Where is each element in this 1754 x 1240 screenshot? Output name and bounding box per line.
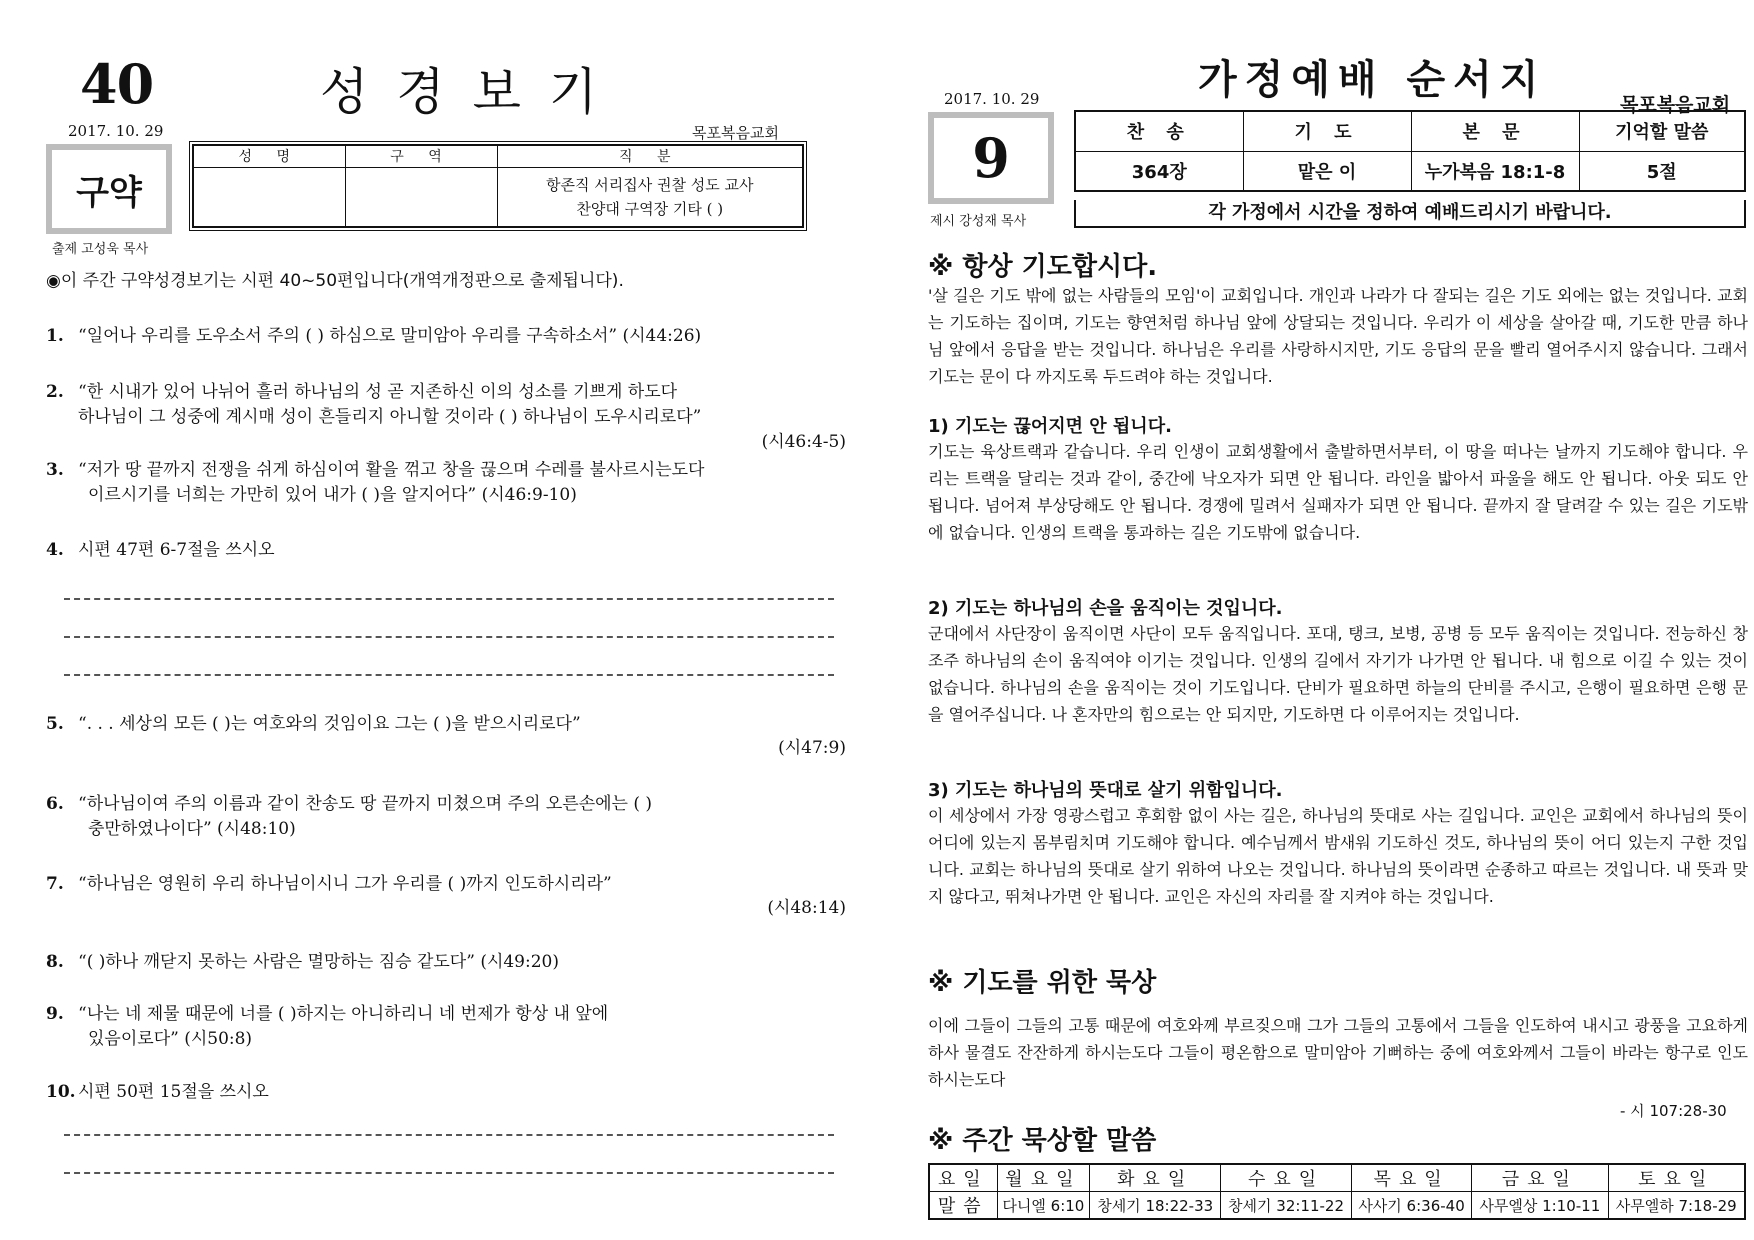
role-header: 직 분 <box>497 145 803 167</box>
point-title: 1) 기도는 끊어지면 안 됩니다. <box>928 416 1172 437</box>
question-9: 9. “나는 네 제물 때문에 너를 ( )하지는 아니하리니 네 번제가 항상 내 앞에 있음이로다” (시50:8) <box>46 1004 609 1049</box>
question-10: 10. 시편 50편 15절을 쓰시오 <box>46 1082 269 1102</box>
day-cell: 목요일 <box>1351 1164 1471 1192</box>
verse-cell: 다니엘 6:10 <box>997 1192 1090 1220</box>
memory-verse-header: 기억할 말씀 <box>1579 111 1745 151</box>
meditation-body: 이에 그들이 그들의 고통 때문에 여호와께 부르짖으매 그가 그들의 고통에서 그들을 인도하여 내시고 광풍을 고요하게 하사 물결도 잔잔하게 하시는도다 그들이 평온함으로 말미암아 기뻐하는 중에 여호와께서 그들이 바라는 항구로 인도하시는도다 <box>928 1016 1748 1089</box>
section-heading: ※ 주간 묵상할 말씀 <box>928 1126 1157 1156</box>
issue-badge: 9 <box>928 112 1054 204</box>
church-name: 목포복음교회 <box>692 124 779 142</box>
worship-order-table <box>1074 110 1746 192</box>
point-title: 2) 기도는 하나님의 손을 움직이는 것입니다. <box>928 598 1283 619</box>
page-title: 성경보기 <box>320 63 626 121</box>
section-body: '살 길은 기도 밖에 없는 사람들의 모임'이 교회입니다. 개인과 나라가 다 잘되는 길은 기도 외에는 없는 것입니다. 교회는 기도하는 집이며, 기도는 향연처럼 하나님 앞에 상달되는 것입니다. 우리가 이 세상을 살아갈 때, 기도한 만큼 하나님 앞에서 응답을 받는 것입니다. 하나님은 우리를 사랑하시지만, 기도 응답의 문을 빨리 열어주시지 않습니다. 그래서 기도는 문이 다 까지도록 두드려야 하는 것입니다. <box>928 286 1748 386</box>
day-cell: 토요일 <box>1608 1164 1745 1192</box>
verse-cell: 창세기 18:22-33 <box>1090 1192 1221 1220</box>
verse-label: 말씀 <box>929 1192 997 1220</box>
point-body: 이 세상에서 가장 영광스럽고 후회함 없이 사는 길은, 하나님의 뜻대로 사는 길입니다. 교인은 교회에서 하나님의 뜻이 어디에 있는지 몸부림치며 기도해야 합니다. 예수님께서 밤새워 기도하신 것도, 하나님의 뜻이 어디 있는지 구한 것입니다. 교회는 하나님의 뜻대로 살기 위하여 나오는 것입니다. 하나님의 뜻이라면 순종하고 따르는 것입니다. 내 뜻과 맞지 않다고, 뛰쳐나가면 안 됩니다. 교인은 자신의 자리를 잘 지켜야 하는 것입니다. <box>928 806 1748 906</box>
prayer-value: 맡은 이 <box>1243 151 1411 191</box>
question-4: 4. 시편 47편 6-7절을 쓰시오 <box>46 540 275 560</box>
answer-line[interactable] <box>64 1172 834 1174</box>
section-heading: ※ 기도를 위한 묵상 <box>928 968 1157 998</box>
name-header: 성 명 <box>193 145 345 167</box>
answer-line[interactable] <box>64 598 834 600</box>
district-field[interactable] <box>345 167 497 227</box>
worship-title: 가정예배 순서지 <box>1198 57 1547 103</box>
question-5: 5. “. . . 세상의 모든 ( )는 여호와의 것임이요 그는 ( )을 받으시리로다” (시47:9) <box>46 714 846 758</box>
day-cell: 월요일 <box>997 1164 1090 1192</box>
question-1: 1. “일어나 우리를 도우소서 주의 ( ) 하심으로 말미암아 우리를 구속하소서” (시44:26) <box>46 326 702 346</box>
day-cell: 수요일 <box>1221 1164 1352 1192</box>
role-options[interactable] <box>497 167 803 227</box>
question-6: 6. “하나님이여 주의 이름과 같이 찬송도 땅 끝까지 미쳤으며 주의 오른손에는 ( ) 충만하였나이다” (시48:10) <box>46 794 653 839</box>
day-label: 요일 <box>929 1164 997 1192</box>
question-7: 7. “하나님은 영원히 우리 하나님이시니 그가 우리를 ( )까지 인도하시리라” (시48:14) <box>46 874 846 918</box>
date: 2017. 10. 29 <box>944 90 1040 108</box>
author: 출제 고성욱 목사 <box>52 242 149 257</box>
prayer-header: 기 도 <box>1243 111 1411 151</box>
lesson-number: 40 <box>80 52 154 116</box>
role-options-line1: 항존직 서리집사 권찰 성도 교사 <box>546 175 754 194</box>
scripture-value: 누가복음 18:1-8 <box>1411 151 1579 191</box>
verse-cell: 창세기 32:11-22 <box>1221 1192 1352 1220</box>
day-cell: 금요일 <box>1472 1164 1608 1192</box>
point-title: 3) 기도는 하나님의 뜻대로 살기 위함입니다. <box>928 780 1283 801</box>
question-8: 8. “( )하나 깨닫지 못하는 사람은 멸망하는 짐승 같도다” (시49:20) <box>46 952 559 972</box>
author: 제시 강성재 목사 <box>930 214 1027 229</box>
scripture-reference: - 시 107:28-30 <box>1620 1102 1727 1120</box>
verse-cell: 사무엘하 7:18-29 <box>1608 1192 1745 1220</box>
verse-cell: 사사기 6:36-40 <box>1351 1192 1471 1220</box>
point-body: 군대에서 사단장이 움직이면 사단이 모두 움직입니다. 포대, 탱크, 보병, 공병 등 모두 움직이는 것입니다. 전능하신 창조주 하나님의 손이 움직여야 이기는 것입니다. 인생의 길에서 자기가 나가면 안 됩니다. 내 힘으로 이길 수 있는 것이 없습니다. 하나님의 손을 움직이는 것이 기도입니다. 단비가 필요하면 하늘의 단비를 주시고, 은행이 필요하면 은행 문을 열어주십니다. 나 혼자만의 힘으로는 안 되지만, 기도하면 다 이루어지는 것입니다. <box>928 624 1748 724</box>
church-name: 목포복음교회 <box>1620 94 1731 116</box>
answer-line[interactable] <box>64 636 834 638</box>
day-cell: 화요일 <box>1090 1164 1221 1192</box>
district-header: 구 역 <box>345 145 497 167</box>
intro-text: ◉이 주간 구약성경보기는 시편 40~50편입니다(개역개정판으로 출제됩니다). <box>46 271 624 291</box>
question-2: 2. “한 시내가 있어 나뉘어 흘러 하나님의 성 곧 지존하신 이의 성소를 기쁘게 하도다 하나님이 그 성중에 계시매 성이 흔들리지 아니할 것이라 ( ) 하나님이 도우시리로다” (시46:4-5) <box>46 382 846 452</box>
notice: 각 가정에서 시간을 정하여 예배드리시기 바랍니다. <box>1074 200 1746 228</box>
answer-line[interactable] <box>64 1134 834 1136</box>
question-3: 3. “저가 땅 끝까지 전쟁을 쉬게 하심이여 활을 꺾고 창을 끊으며 수레를 불사르시는도다 이르시기를 너희는 가만히 있어 내가 ( )을 알지어다” (시46:9-10) <box>46 460 705 505</box>
scripture-header: 본 문 <box>1411 111 1579 151</box>
hymn-value: 364장 <box>1075 151 1243 191</box>
date: 2017. 10. 29 <box>68 122 164 140</box>
point-body: 기도는 육상트랙과 같습니다. 우리 인생이 교회생활에서 출발하면서부터, 이 땅을 떠나는 날까지 기도해야 합니다. 우리는 트랙을 달리는 것과 같이, 중간에 낙오자가 되면 안 됩니다. 라인을 밟아서 파울을 해도 안 됩니다. 아웃 되도 안 됩니다. 넘어져 부상당해도 안 됩니다. 경쟁에 밀려서 실패자가 되면 안 됩니다. 끝까지 잘 달려갈 수 있는 길은 기도밖에 없습니다. 인생의 트랙을 통과하는 길은 기도밖에 없습니다. <box>928 442 1748 542</box>
hymn-header: 찬 송 <box>1075 111 1243 151</box>
answer-line[interactable] <box>64 674 834 676</box>
memory-verse-value: 5절 <box>1579 151 1745 191</box>
testament-badge: 구약 <box>46 144 172 234</box>
weekly-verse-table <box>928 1163 1746 1220</box>
info-table <box>192 144 804 228</box>
role-options-line2: 찬양대 구역장 기타 ( ) <box>576 199 724 218</box>
verse-cell: 사무엘상 1:10-11 <box>1472 1192 1608 1220</box>
section-heading: ※ 항상 기도합시다. <box>928 252 1158 282</box>
name-field[interactable] <box>193 167 345 227</box>
